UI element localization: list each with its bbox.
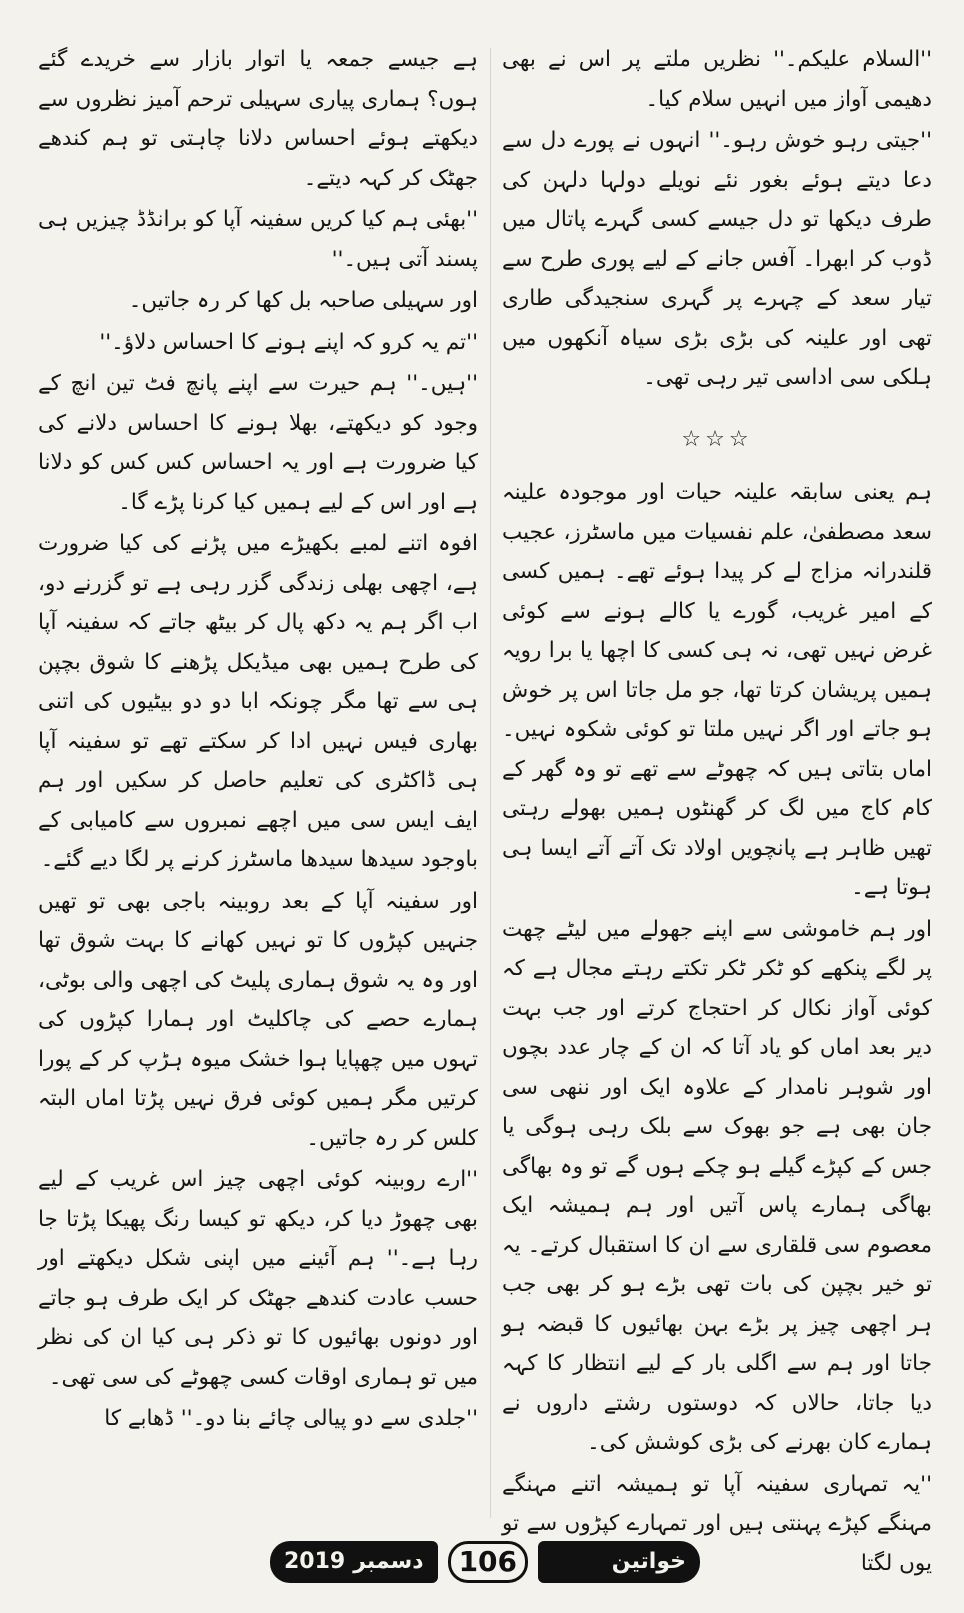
page-footer [270, 1540, 700, 1608]
left-text-column [38, 40, 478, 1540]
paragraph: اور ہم خاموشی سے اپنے جھولے میں لیٹے چھت پر لگے پنکھے کو ٹکر ٹکر تکتے رہتے مجال ہے کہ کوئی آواز نکال کر احتجاج کرتے اور جب بہت دیر بعد اماں کو یاد آتا کہ ان کے چار عدد بچوں اور شوہر نامدار کے علاوہ ایک اور ننھی سی جان بھی ہے جو بھوک سے بلک رہی ہوگی یا جس کے کپڑے گیلے ہو چکے ہوں گے تو وہ بھاگی بھاگی ہمارے پاس آتیں اور ہم ہمیشہ ایک معصوم سی قلقاری سے ان کا استقبال کرتے۔ یہ تو خیر بچپن کی بات تھی بڑے ہو کر بھی جب ہر اچھی چیز پر بڑے بہن بھائیوں کا قبضہ ہو جاتا اور ہم سے اگلی بار کے لیے انتظار کا کہہ دیا جاتا، حالاں کہ دوستوں رشتے داروں نے ہمارے کان بھرنے کی بڑی کوشش کی۔ [502, 916, 932, 1455]
column-divider [490, 48, 491, 1518]
paragraph: ''جلدی سے دو پیالی چائے بنا دو۔'' ڈھابے کا [104, 1406, 478, 1431]
paragraph: ''بھئی ہم کیا کریں سفینہ آپا کو برانڈڈ چیزیں ہی پسند آتی ہیں۔'' [38, 207, 478, 272]
page-number: 106 [448, 1541, 528, 1583]
paragraph: ''جیتی رہو خوش رہو۔'' انہوں نے پورے دل سے دعا دیتے ہوئے بغور نئے نویلے دولہا دلہن کی طرف دیکھا تو دل جیسے کسی گہرے پاتال میں ڈوب کر ابھرا۔ آفس جانے کے لیے پوری طرح سے تیار سعد کے چہرے پر گہری سنجیدگی طاری تھی اور علینہ کی بڑی بڑی سیاہ آنکھوں میں ہلکی سی اداسی تیر رہی تھی۔ [502, 128, 932, 390]
magazine-name: خواتین ڈائجسٹ [538, 1541, 700, 1583]
issue-year: 2019 [284, 1549, 346, 1574]
issue-month: دسمبر [353, 1549, 424, 1574]
paragraph: ''تم یہ کرو کہ اپنے ہونے کا احساس دلاؤ۔'' [99, 329, 478, 355]
paragraph: افوہ اتنے لمبے بکھیڑے میں پڑنے کی کیا ضرورت ہے، اچھی بھلی زندگی گزر رہی ہے تو گزرنے دو، اب اگر ہم یہ دکھ پال کر بیٹھ جاتے کہ سفینہ آپا کی طرح ہمیں بھی میڈیکل پڑھنے کا شوق بچپن ہی سے تھا مگر چونکہ ابا دو دو بیٹیوں کی اتنی بھاری فیس نہیں ادا کر سکتے تھے تو سفینہ آپا ہی ڈاکٹری کی تعلیم حاصل کر سکیں اور ہم ایف ایس سی میں اچھے نمبروں سے کامیابی کے باوجود سیدھا سیدھا ماسٹرز کرنے پر لگا دیے گئے۔ [38, 531, 478, 872]
section-break-stars: ☆☆☆ [681, 426, 753, 452]
paragraph: ''ہیں۔'' ہم حیرت سے اپنے پانچ فٹ تین انچ کے وجود کو دیکھتے، بھلا ہونے کا احساس دلانے کی کیا ضرورت ہے اور یہ احساس کس کس کو دلانا ہے اور اس کے لیے ہمیں کیا کرنا پڑے گا۔ [38, 371, 478, 515]
paragraph: ہم یعنی سابقہ علینہ حیات اور موجودہ علینہ سعد مصطفیٰ، علم نفسیات میں ماسٹرز، عجیب قلندرانہ مزاج لے کر پیدا ہوئے تھے۔ ہمیں کسی کے امیر غریب، گورے یا کالے ہونے سے کوئی غرض نہیں تھی، نہ ہی کسی کا اچھا یا برا رویہ ہمیں پریشان کرتا تھا، جو مل جاتا اس پر خوش ہو جاتے اور اگر نہیں ملتا تو کوئی شکوہ نہیں۔ اماں بتاتی ہیں کہ چھوٹے سے تھے تو وہ گھر کے کام کاج میں لگ کر گھنٹوں ہمیں بھولے رہتی تھیں ظاہر ہے پانچویں اولاد تک آتے آتے ایسا ہی ہوتا ہے۔ [502, 480, 932, 900]
paragraph: ''ارے روبینہ کوئی اچھی چیز اس غریب کے لیے بھی چھوڑ دیا کر، دیکھ تو کیسا رنگ پھیکا پڑتا جا رہا ہے۔'' ہم آئینے میں اپنی شکل دیکھتے اور حسب عادت کندھے جھٹک کر ایک طرف ہو جاتے اور دونوں بھائیوں کا تو ذکر ہی کیا ان کی نظر میں تو ہماری اوقات کسی چھوٹے کی سی تھی۔ [38, 1167, 478, 1390]
paragraph: اور سفینہ آپا کے بعد روبینہ باجی بھی تو تھیں جنہیں کپڑوں کا تو نہیں کھانے کا بہت شوق تھا اور وہ یہ شوق ہماری پلیٹ کی اچھی والی بوٹی، ہمارے حصے کی چاکلیٹ اور ہمارا کپڑوں کی تہوں میں چھپایا ہوا خشک میوہ ہڑپ کر کے پورا کرتیں مگر ہمیں کوئی فرق نہیں پڑتا اماں البتہ کلس کر رہ جاتیں۔ [38, 888, 478, 1151]
paragraph: ہے جیسے جمعہ یا اتوار بازار سے خریدے گئے ہوں؟ ہماری پیاری سہیلی ترحم آمیز نظروں سے دیکھتے ہوئے احساس دلانا چاہتی تو ہم کندھے جھٹک کر کہہ دیتے۔ [38, 47, 478, 191]
issue-date [270, 1541, 438, 1583]
paragraph: ''السلام علیکم۔'' نظریں ملتے پر اس نے بھی دھیمی آواز میں انہیں سلام کیا۔ [502, 47, 932, 112]
paragraph: ''یہ تمہاری سفینہ آپا تو ہمیشہ اتنے مہنگے مہنگے کپڑے پہنتی ہیں اور تمہارے کپڑوں سے تو یوں لگتا [502, 1471, 932, 1576]
paragraph: اور سہیلی صاحبہ بل کھا کر رہ جاتیں۔ [128, 288, 478, 313]
right-text-column [502, 40, 932, 1576]
